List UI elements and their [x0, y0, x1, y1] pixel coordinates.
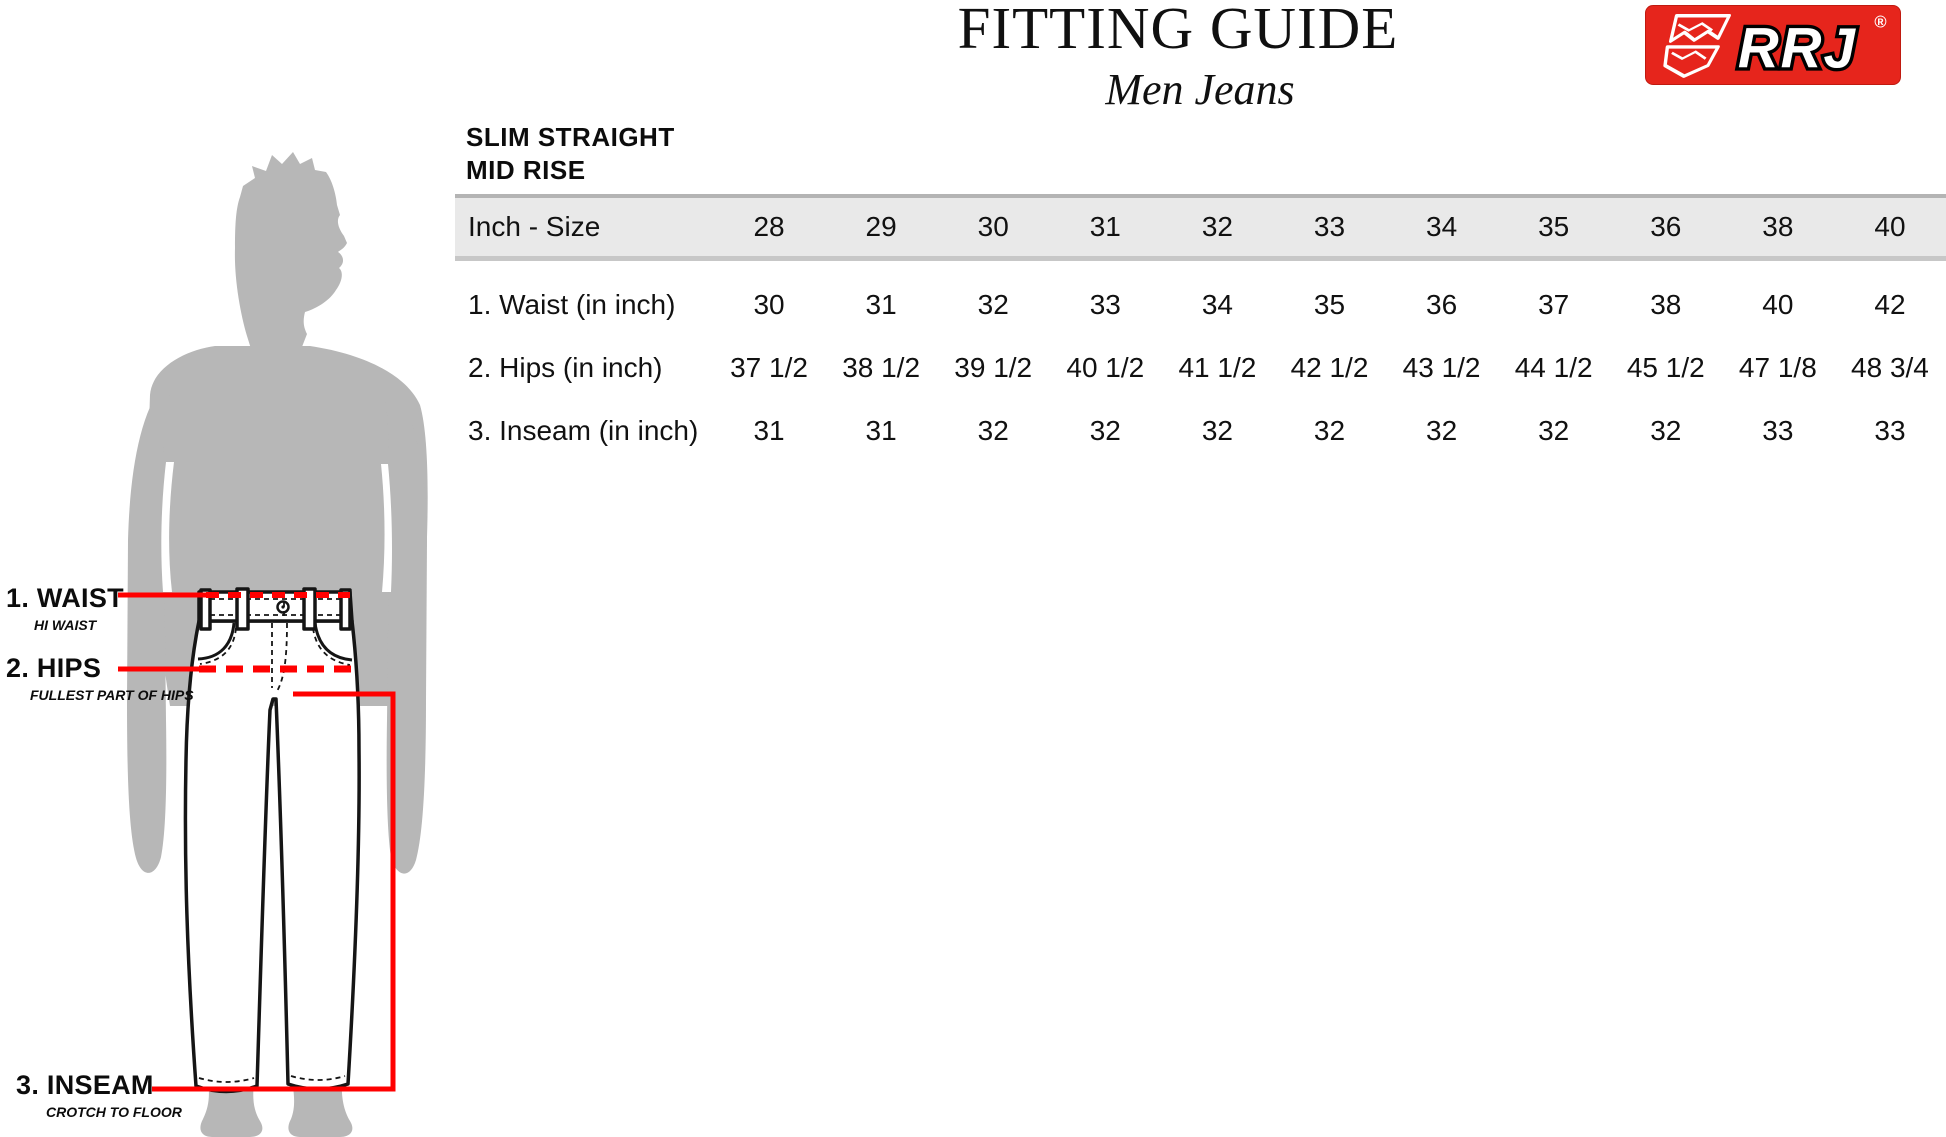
measurement-value: 48 3/4 — [1851, 351, 1929, 383]
product-fit-line: SLIM STRAIGHT — [466, 122, 675, 152]
measurement-value: 32 — [1089, 414, 1121, 446]
fitting-figure-illustration — [0, 0, 455, 1137]
measurement-label: 2. Hips (in inch) — [468, 351, 663, 383]
size-header-value: 36 — [1650, 211, 1682, 242]
measurement-value: 32 — [1538, 414, 1570, 446]
measurement-label: 3. Inseam (in inch) — [468, 414, 699, 446]
size-header-value: 28 — [753, 211, 785, 242]
measurement-value: 32 — [977, 288, 1009, 320]
measurement-value: 38 1/2 — [842, 351, 921, 383]
table-row — [455, 336, 1946, 399]
measurement-value: 33 — [1089, 288, 1121, 320]
hips-sublabel: FULLEST PART OF HIPS — [30, 687, 194, 703]
size-header-value: 38 — [1762, 211, 1794, 242]
size-table-header-row — [455, 194, 1946, 261]
waist-sublabel: HI WAIST — [34, 617, 97, 633]
page-subtitle: Men Jeans — [1105, 65, 1295, 114]
inseam-annotation — [16, 1070, 182, 1120]
measurement-value: 43 1/2 — [1402, 351, 1481, 383]
measurement-value: 38 — [1650, 288, 1682, 320]
size-header-value: 40 — [1874, 211, 1906, 242]
measurement-value: 33 — [1762, 414, 1794, 446]
size-header-value: 30 — [977, 211, 1009, 242]
jeans-drawing — [185, 589, 359, 1092]
size-header-value: 31 — [1089, 211, 1121, 242]
waist-label: 1. WAIST — [6, 583, 124, 613]
brand-logo — [1645, 5, 1901, 85]
hips-label: 2. HIPS — [6, 653, 102, 683]
product-heading — [466, 121, 675, 187]
measurement-value: 32 — [977, 414, 1009, 446]
measurement-value: 37 — [1538, 288, 1570, 320]
measurement-value: 45 1/2 — [1626, 351, 1705, 383]
measurement-value: 36 — [1426, 288, 1458, 320]
measurement-value: 32 — [1201, 414, 1233, 446]
measurement-value: 35 — [1313, 288, 1346, 320]
inseam-label: 3. INSEAM — [16, 1070, 154, 1100]
measurement-value: 41 1/2 — [1178, 351, 1257, 383]
size-header-label: Inch - Size — [468, 211, 601, 242]
measurement-value: 30 — [753, 288, 785, 320]
size-header-value: 35 — [1538, 211, 1570, 242]
rrj-logo-graphic — [1646, 6, 1900, 84]
measurement-value: 31 — [865, 288, 897, 320]
measurement-value: 33 — [1874, 414, 1906, 446]
size-table-body — [455, 261, 1946, 462]
measurement-value: 40 1/2 — [1066, 351, 1145, 383]
product-rise-line: MID RISE — [466, 155, 586, 185]
measurement-value: 42 — [1874, 288, 1906, 320]
measurement-value: 32 — [1313, 414, 1346, 446]
measurement-value: 42 1/2 — [1290, 351, 1369, 383]
size-header-value: 33 — [1313, 211, 1346, 242]
measurement-value: 32 — [1650, 414, 1682, 446]
measurement-value: 47 1/8 — [1738, 351, 1817, 383]
waist-annotation — [6, 583, 124, 633]
measurement-value: 40 — [1762, 288, 1794, 320]
logo-wordmark: RRJ — [1737, 16, 1857, 80]
table-row — [455, 399, 1946, 462]
measurement-value: 44 1/2 — [1514, 351, 1593, 383]
measurement-value: 34 — [1201, 288, 1233, 320]
registered-mark: ® — [1874, 12, 1887, 32]
size-header-value: 32 — [1201, 211, 1233, 242]
size-header-value: 34 — [1426, 211, 1458, 242]
page-title: FITTING GUIDE — [957, 0, 1399, 61]
measurement-value: 39 1/2 — [954, 351, 1033, 383]
table-row — [455, 273, 1946, 336]
measurement-label: 1. Waist (in inch) — [468, 288, 676, 320]
measurement-value: 31 — [865, 414, 897, 446]
measurement-value: 31 — [753, 414, 785, 446]
rrj-shield-icon — [1661, 16, 1730, 76]
measurement-value: 37 1/2 — [730, 351, 808, 383]
size-header-value: 29 — [865, 211, 897, 242]
hips-annotation — [6, 653, 194, 703]
inseam-sublabel: CROTCH TO FLOOR — [46, 1104, 182, 1120]
size-table — [455, 194, 1946, 462]
measurement-value: 32 — [1426, 414, 1458, 446]
